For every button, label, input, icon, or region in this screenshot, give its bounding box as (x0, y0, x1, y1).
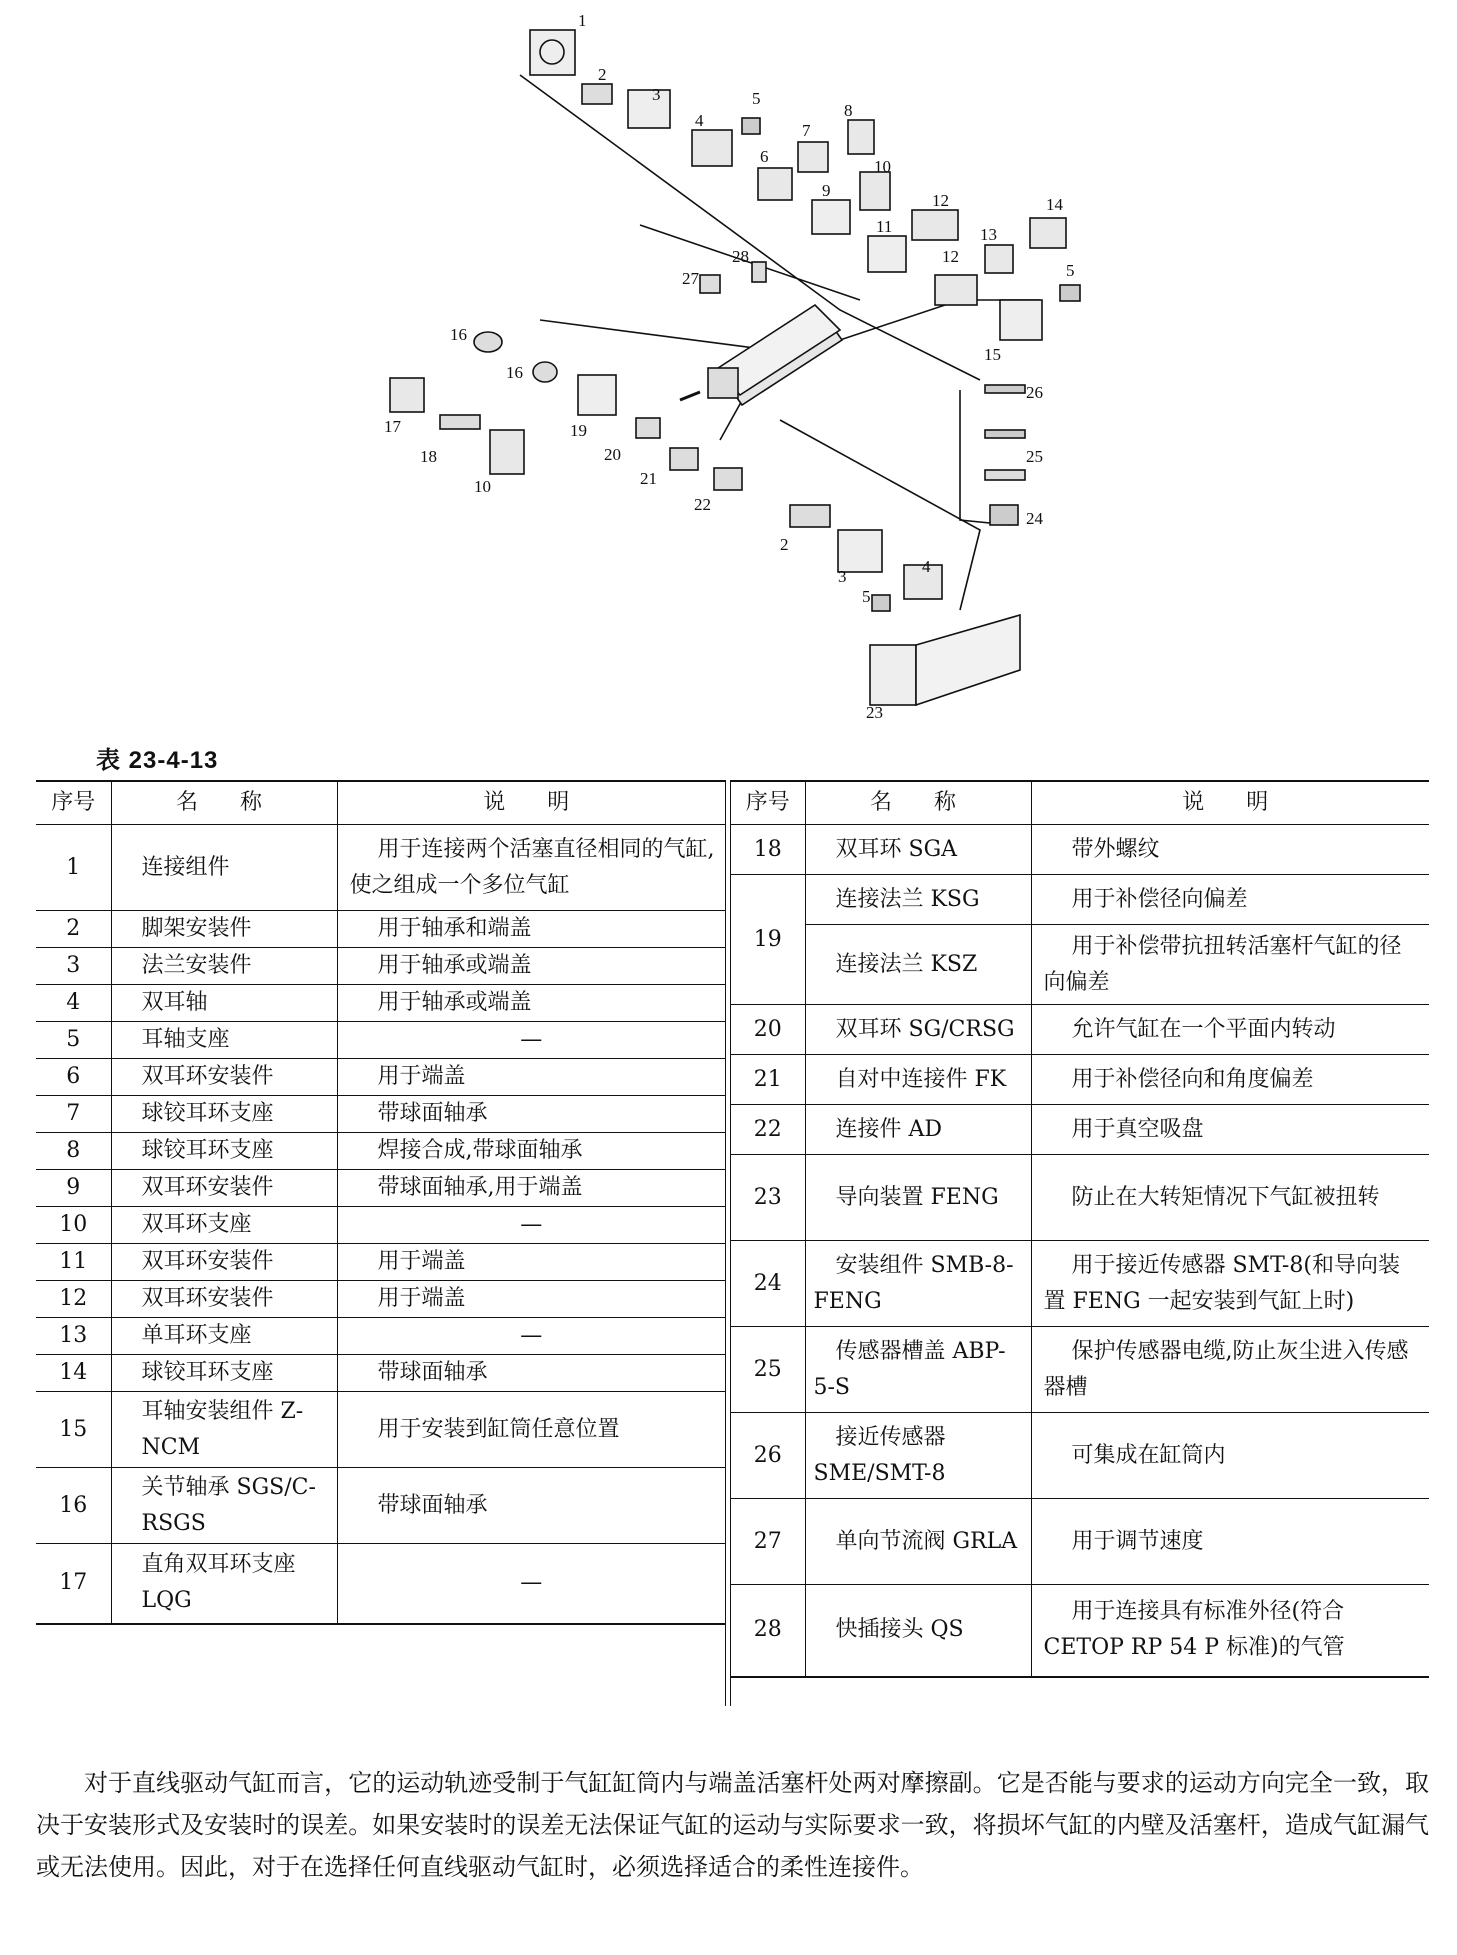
table-row (731, 925, 1429, 1005)
table-row (36, 1244, 725, 1281)
part-14-shape (1030, 218, 1066, 248)
table-row (36, 1468, 725, 1544)
part-10b-shape (490, 430, 524, 474)
part-18-shape (440, 415, 480, 429)
part-5-shape (742, 118, 760, 134)
callout-label: 1 (578, 11, 587, 30)
row-no: 17 (36, 1544, 111, 1624)
callout-label: 11 (876, 217, 893, 236)
table-row (731, 875, 1429, 925)
table-row (36, 1022, 725, 1059)
row-desc: 带球面轴承 (337, 1468, 725, 1544)
leader-line-mid (640, 225, 860, 300)
row-name: 双耳环安装件 (111, 1170, 337, 1207)
row-no: 26 (731, 1413, 805, 1499)
row-no: 22 (731, 1105, 805, 1155)
row-desc: 带外螺纹 (1031, 825, 1429, 875)
part-22-shape (714, 468, 742, 490)
row-name: 球铰耳环支座 (111, 1133, 337, 1170)
row-name: 快插接头 QS (805, 1585, 1031, 1677)
part-10-shape (860, 172, 890, 210)
table-row (36, 1544, 725, 1624)
row-no: 11 (36, 1244, 111, 1281)
part-4-shape (692, 130, 732, 166)
callout-label: 17 (384, 417, 401, 436)
part-8-shape (848, 120, 874, 154)
part-16-shape (474, 332, 502, 352)
row-name: 安装组件 SMB-8-FENG (805, 1241, 1031, 1327)
table-row (731, 1241, 1429, 1327)
callout-label: 19 (570, 421, 587, 440)
callout-label: 27 (682, 269, 699, 288)
row-no: 23 (731, 1155, 805, 1241)
callout-label: 3 (838, 567, 847, 586)
part-13-shape (985, 245, 1013, 273)
row-name: 脚架安装件 (111, 911, 337, 948)
part-5c-shape (872, 595, 890, 611)
part-23-body (916, 615, 1020, 705)
row-desc: 用于真空吸盘 (1031, 1105, 1429, 1155)
callout-label: 26 (1026, 383, 1043, 402)
callout-label: 6 (760, 147, 769, 166)
row-desc: 用于轴承或端盖 (337, 948, 725, 985)
callout-label: 10 (874, 157, 891, 176)
row-name: 直角双耳环支座 LQG (111, 1544, 337, 1624)
row-no: 7 (36, 1096, 111, 1133)
part-16b-shape (533, 362, 557, 382)
callout-label: 21 (640, 469, 657, 488)
part-19-shape (578, 375, 616, 415)
row-name: 双耳环安装件 (111, 1244, 337, 1281)
row-name: 连接法兰 KSZ (805, 925, 1031, 1005)
row-desc: 用于调节速度 (1031, 1499, 1429, 1585)
row-desc: 带球面轴承 (337, 1355, 725, 1392)
row-no: 3 (36, 948, 111, 985)
part-6-shape (758, 168, 792, 200)
callout-label: 5 (1066, 261, 1075, 280)
accessory-table-left (36, 780, 725, 1625)
row-name: 双耳环 SGA (805, 825, 1031, 875)
accessories-diagram (350, 0, 1110, 725)
row-name: 双耳环安装件 (111, 1281, 337, 1318)
table-row (36, 1170, 725, 1207)
part-11-shape (868, 236, 906, 272)
callout-label: 4 (922, 557, 931, 576)
callout-label: 18 (420, 447, 437, 466)
table-row (731, 1327, 1429, 1413)
row-desc: 用于端盖 (337, 1281, 725, 1318)
row-desc: 用于安装到缸筒任意位置 (337, 1392, 725, 1468)
table-row (731, 1055, 1429, 1105)
callout-label: 8 (844, 101, 853, 120)
row-no: 13 (36, 1318, 111, 1355)
row-desc: 用于补偿径向和角度偏差 (1031, 1055, 1429, 1105)
callout-label: 3 (652, 85, 661, 104)
callout-label: 15 (984, 345, 1001, 364)
callout-label: 12 (932, 191, 949, 210)
row-name: 法兰安装件 (111, 948, 337, 985)
table-row (36, 985, 725, 1022)
row-name: 耳轴支座 (111, 1022, 337, 1059)
row-name: 单耳环支座 (111, 1318, 337, 1355)
header-desc: 说 明 (337, 781, 725, 825)
row-name: 传感器槽盖 ABP-5-S (805, 1327, 1031, 1413)
row-no: 10 (36, 1207, 111, 1244)
part-26b-shape (985, 430, 1025, 438)
row-no: 28 (731, 1585, 805, 1677)
table-row (731, 1105, 1429, 1155)
row-name: 双耳轴 (111, 985, 337, 1022)
row-name: 连接组件 (111, 825, 337, 911)
row-no: 24 (731, 1241, 805, 1327)
row-name: 双耳环安装件 (111, 1059, 337, 1096)
row-desc: 可集成在缸筒内 (1031, 1413, 1429, 1499)
callout-label: 25 (1026, 447, 1043, 466)
row-no: 15 (36, 1392, 111, 1468)
table-header-row (731, 781, 1429, 825)
part-12b-shape (935, 275, 977, 305)
row-no: 9 (36, 1170, 111, 1207)
table-row (36, 1096, 725, 1133)
table-row (731, 1155, 1429, 1241)
body-paragraph: 对于直线驱动气缸而言，它的运动轨迹受制于气缸缸筒内与端盖活塞杆处两对摩擦副。它是否能与要求的运动方向完全一致，取决于安装形式及安装时的误差。如果安装时的误差无法保证气缸的运动与实际要求一致，将损坏气缸的内壁及活塞杆，造成气缸漏气或无法使用。因此，对于在选择任何直线驱动气缸时，必须选择适合的柔性连接件。 (36, 1769, 1429, 1881)
header-name: 名 称 (805, 781, 1031, 825)
part-26-shape (985, 385, 1025, 393)
row-desc: 带球面轴承 (337, 1096, 725, 1133)
part-12-shape (912, 210, 958, 240)
part-3b-shape (838, 530, 882, 572)
callout-label: 7 (802, 121, 811, 140)
header-no: 序号 (36, 781, 111, 825)
part-20-shape (636, 418, 660, 438)
table-row (731, 1499, 1429, 1585)
table-row (36, 825, 725, 911)
header-desc: 说 明 (1031, 781, 1429, 825)
row-no: 25 (731, 1327, 805, 1413)
row-desc: 用于轴承或端盖 (337, 985, 725, 1022)
accessory-table-right (731, 780, 1429, 1678)
row-name: 双耳环支座 (111, 1207, 337, 1244)
table-row (731, 1585, 1429, 1677)
table-row (731, 1005, 1429, 1055)
row-no: 27 (731, 1499, 805, 1585)
cylinder-end-cap (708, 368, 738, 398)
header-no: 序号 (731, 781, 805, 825)
row-desc: — (337, 1207, 725, 1244)
row-name: 接近传感器 SME/SMT-8 (805, 1413, 1031, 1499)
row-no: 14 (36, 1355, 111, 1392)
callout-label: 20 (604, 445, 621, 464)
row-no: 4 (36, 985, 111, 1022)
row-name: 双耳环 SG/CRSG (805, 1005, 1031, 1055)
row-no: 20 (731, 1005, 805, 1055)
part-2-shape (582, 84, 612, 104)
table-header-row (36, 781, 725, 825)
row-name: 关节轴承 SGS/C-RSGS (111, 1468, 337, 1544)
part-1-shape (530, 30, 575, 75)
row-desc: 用于连接两个活塞直径相同的气缸,使之组成一个多位气缸 (337, 825, 725, 911)
table-row (36, 1059, 725, 1096)
part-21-shape (670, 448, 698, 470)
row-no: 1 (36, 825, 111, 911)
table-row (36, 1355, 725, 1392)
table-row (36, 1281, 725, 1318)
row-desc: 用于端盖 (337, 1059, 725, 1096)
row-name: 球铰耳环支座 (111, 1355, 337, 1392)
table-row (36, 1133, 725, 1170)
row-desc: 保护传感器电缆,防止灰尘进入传感器槽 (1031, 1327, 1429, 1413)
part-3-shape (628, 90, 670, 128)
part-28-shape (752, 262, 766, 282)
header-name: 名 称 (111, 781, 337, 825)
row-desc: 用于接近传感器 SMT-8(和导向装置 FENG 一起安装到气缸上时) (1031, 1241, 1429, 1327)
callout-label: 2 (598, 65, 607, 84)
row-no: 21 (731, 1055, 805, 1105)
table-row (36, 1318, 725, 1355)
table-caption: 表 23-4-13 (96, 747, 219, 774)
table-row (731, 1413, 1429, 1499)
row-desc: 用于端盖 (337, 1244, 725, 1281)
callout-label: 5 (752, 89, 761, 108)
row-desc: — (337, 1318, 725, 1355)
row-name: 导向装置 FENG (805, 1155, 1031, 1241)
part-24-shape (990, 505, 1018, 525)
row-desc: 用于补偿径向偏差 (1031, 875, 1429, 925)
row-desc: — (337, 1022, 725, 1059)
table-row (36, 1207, 725, 1244)
row-name: 单向节流阀 GRLA (805, 1499, 1031, 1585)
callout-label: 28 (732, 247, 749, 266)
row-no: 12 (36, 1281, 111, 1318)
part-25-shape (985, 470, 1025, 480)
row-name: 耳轴安装组件 Z-NCM (111, 1392, 337, 1468)
part-9-shape (812, 200, 850, 234)
callout-label: 24 (1026, 509, 1043, 528)
row-name: 球铰耳环支座 (111, 1096, 337, 1133)
callout-label: 16 (506, 363, 523, 382)
row-no: 2 (36, 911, 111, 948)
row-name: 连接法兰 KSG (805, 875, 1031, 925)
row-desc: 允许气缸在一个平面内转动 (1031, 1005, 1429, 1055)
row-desc: 防止在大转矩情况下气缸被扭转 (1031, 1155, 1429, 1241)
table-row (36, 911, 725, 948)
row-desc: 用于补偿带抗扭转活塞杆气缸的径向偏差 (1031, 925, 1429, 1005)
part-5b-shape (1060, 285, 1080, 301)
callout-label: 4 (695, 111, 704, 130)
table-row (36, 948, 725, 985)
callout-label: 9 (822, 181, 831, 200)
part-2b-shape (790, 505, 830, 527)
callout-label: 12 (942, 247, 959, 266)
row-no: 19 (731, 875, 805, 1005)
row-no: 16 (36, 1468, 111, 1544)
row-desc: — (337, 1544, 725, 1624)
row-no: 18 (731, 825, 805, 875)
callout-label: 5 (862, 587, 871, 606)
part-15-shape (1000, 300, 1042, 340)
row-no: 8 (36, 1133, 111, 1170)
row-name: 连接件 AD (805, 1105, 1031, 1155)
row-desc: 焊接合成,带球面轴承 (337, 1133, 725, 1170)
callout-label: 16 (450, 325, 467, 344)
row-no: 5 (36, 1022, 111, 1059)
row-desc: 用于轴承和端盖 (337, 911, 725, 948)
part-17-shape (390, 378, 424, 412)
row-desc: 带球面轴承,用于端盖 (337, 1170, 725, 1207)
part-7-shape (798, 142, 828, 172)
table-row (731, 825, 1429, 875)
table-row (36, 1392, 725, 1468)
part-23-plate (870, 645, 916, 705)
callout-label: 2 (780, 535, 789, 554)
callout-label: 13 (980, 225, 997, 244)
exploded-view-drawing (350, 0, 1110, 725)
part-27-shape (700, 275, 720, 293)
row-name: 自对中连接件 FK (805, 1055, 1031, 1105)
callout-label: 22 (694, 495, 711, 514)
piston-rod (680, 392, 700, 400)
callout-label: 23 (866, 703, 883, 722)
callout-label: 14 (1046, 195, 1063, 214)
callout-label: 10 (474, 477, 491, 496)
row-desc: 用于连接具有标准外径(符合CETOP RP 54 P 标准)的气管 (1031, 1585, 1429, 1677)
row-no: 6 (36, 1059, 111, 1096)
